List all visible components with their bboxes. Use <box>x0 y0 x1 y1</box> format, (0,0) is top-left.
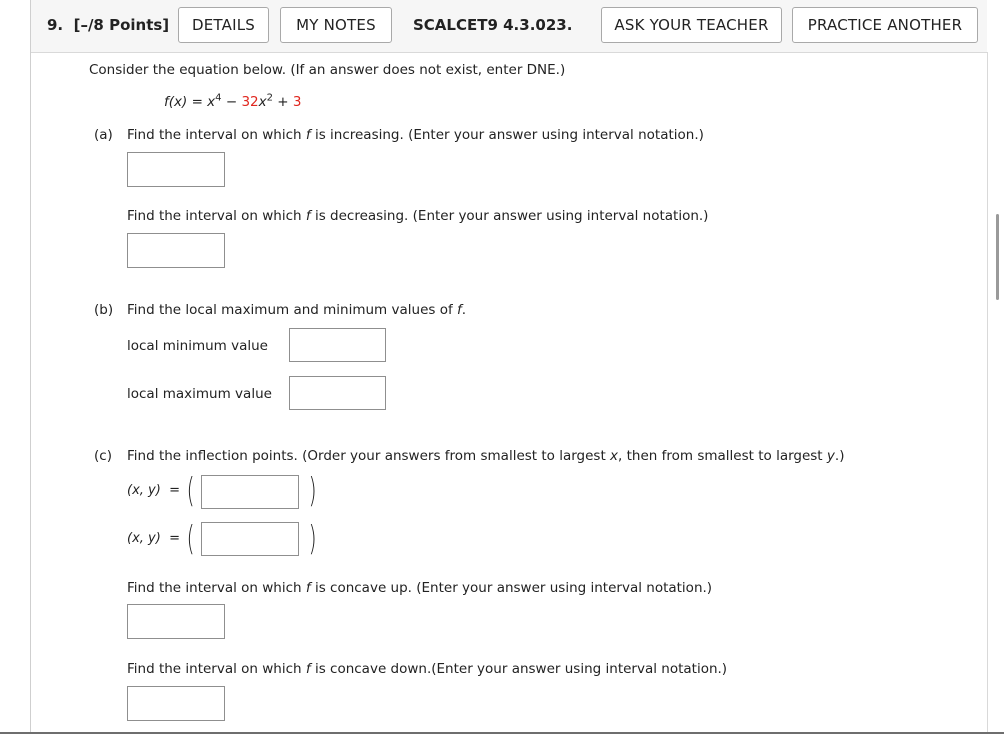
local-max-label: local maximum value <box>127 386 272 402</box>
right-paren-2: ) <box>308 519 317 559</box>
local-extrema-prompt: Find the local maximum and minimum values of f. <box>127 302 467 318</box>
local-min-label: local minimum value <box>127 338 268 354</box>
decreasing-prompt: Find the interval on which f is decreasing. (Enter your answer using interval notation.) <box>127 208 709 224</box>
local-min-input[interactable] <box>289 328 386 362</box>
concave-down-input[interactable] <box>127 686 225 721</box>
ask-your-teacher-button[interactable]: ASK YOUR TEACHER <box>601 7 782 43</box>
inflection-point-2-label: (x, y) = <box>127 531 180 546</box>
left-border <box>30 0 31 734</box>
part-b-label: (b) <box>94 302 114 318</box>
inflection-prompt: Find the inflection points. (Order your answers from smallest to largest x, then from smallest to largest y.) <box>127 448 845 464</box>
increasing-prompt: Find the interval on which f is increasing. (Enter your answer using interval notation.) <box>127 127 704 143</box>
concave-up-input[interactable] <box>127 604 225 639</box>
problem-intro: Consider the equation below. (If an answer does not exist, enter DNE.) <box>89 62 566 78</box>
right-border <box>987 52 988 734</box>
my-notes-button[interactable]: MY NOTES <box>280 7 392 43</box>
increasing-interval-input[interactable] <box>127 152 225 187</box>
inflection-point-1-label: (x, y) = <box>127 483 180 498</box>
concave-down-prompt: Find the interval on which f is concave down.(Enter your answer using interval notation.) <box>127 661 728 677</box>
left-paren-1: ( <box>186 471 195 511</box>
problem-code: SCALCET9 4.3.023. <box>413 16 573 34</box>
question-number: 9. [–/8 Points] <box>47 16 170 34</box>
equation: $f(x) = x^4 - 32x^2 + 3$ <box>164 92 302 110</box>
right-paren-1: ) <box>308 471 317 511</box>
details-button[interactable]: DETAILS <box>178 7 269 43</box>
inflection-point-1-input[interactable] <box>201 475 299 509</box>
scrollbar-thumb[interactable] <box>996 214 999 300</box>
practice-another-button[interactable]: PRACTICE ANOTHER <box>792 7 978 43</box>
part-a-label: (a) <box>94 127 113 143</box>
local-max-input[interactable] <box>289 376 386 410</box>
part-c-label: (c) <box>94 448 112 464</box>
left-paren-2: ( <box>186 519 195 559</box>
concave-up-prompt: Find the interval on which f is concave up. (Enter your answer using interval notation.) <box>127 580 713 596</box>
points-label: [–/8 Points] <box>73 16 170 34</box>
question-header <box>31 0 987 53</box>
inflection-point-2-input[interactable] <box>201 522 299 556</box>
decreasing-interval-input[interactable] <box>127 233 225 268</box>
